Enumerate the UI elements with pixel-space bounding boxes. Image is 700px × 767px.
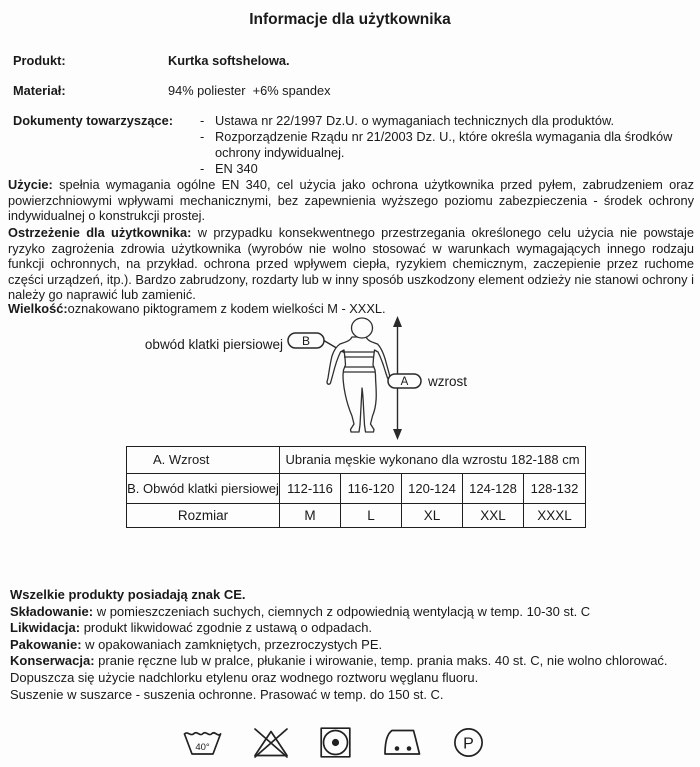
material-label: Materiał: bbox=[13, 83, 66, 98]
table-header-obwod: B. Obwód klatki piersiowej bbox=[127, 474, 280, 504]
human-silhouette-diagram bbox=[140, 312, 480, 444]
table-cell: L bbox=[341, 504, 402, 528]
usage-paragraph bbox=[8, 177, 694, 224]
table-cell: 128-132 bbox=[524, 474, 586, 504]
list-item bbox=[200, 113, 695, 129]
table-cell: XXXL bbox=[524, 504, 586, 528]
sizing-figure bbox=[140, 312, 480, 444]
document-item-text: EN 340 bbox=[215, 160, 258, 176]
packaging-line bbox=[10, 637, 692, 654]
storage-text: w pomieszczeniach suchych, ciemnych z odpowiednią wentylacją w temp. 10-30 st. C bbox=[93, 603, 591, 619]
table-value-wzrost: Ubrania męskie wykonano dla wzrostu 182-188 cm bbox=[280, 447, 586, 474]
packaging-text: w opakowaniach zamkniętych, przezroczystych PE. bbox=[81, 636, 383, 652]
footer-block bbox=[10, 587, 692, 703]
material-value: 94% poliester +6% spandex bbox=[168, 83, 331, 98]
warning-paragraph bbox=[8, 225, 694, 303]
document-item-text: Ustawa nr 22/1997 Dz.U. o wymaganiach technicznych dla produktów. bbox=[215, 113, 615, 128]
dash-bullet: - bbox=[200, 113, 205, 128]
table-cell: XXL bbox=[463, 504, 524, 528]
table-cell: XL bbox=[402, 504, 463, 528]
chest-badge-letter: B bbox=[301, 334, 311, 348]
size-text: oznakowano piktogramem z kodem wielkości M - XXXL. bbox=[67, 301, 386, 316]
list-item bbox=[200, 129, 695, 160]
body-silhouette bbox=[327, 318, 390, 432]
table-cell: M bbox=[280, 504, 341, 528]
packaging-lead: Pakowanie: bbox=[10, 636, 82, 652]
warning-lead: Ostrzeżenie dla użytkownika: bbox=[8, 225, 192, 240]
usage-lead: Użycie: bbox=[8, 177, 53, 192]
documents-list bbox=[200, 113, 695, 177]
maintenance-line bbox=[10, 653, 692, 670]
list-item bbox=[200, 161, 695, 177]
documents-label: Dokumenty towarzyszące: bbox=[13, 113, 174, 128]
table-cell: 116-120 bbox=[341, 474, 402, 504]
disposal-line bbox=[10, 620, 692, 637]
head bbox=[352, 318, 373, 338]
dash-bullet: - bbox=[200, 129, 205, 144]
page-title: Informacje dla użytkownika bbox=[249, 11, 451, 28]
storage-line bbox=[10, 604, 692, 621]
warning-text: w przypadku konsekwentnego przestrzegania określonego celu użycia nie powstaje ryzyko zagrożenia zdrowia użytkownika (wyrobów nie wolno stosować w warunkach wymagających innego rodzaju funkcji ochronnych, na przykład. ochrona przed wpływem ciepła, ryzykiem chemicznym, zaczepienie przez ruchome części urządzeń, itp.). Bardzo zabrudzony, rozdarty lub w inny sposób uszkodzony element odzieży nie stanowi ochrony i należy go naprawić lub zamienić. bbox=[8, 225, 694, 303]
svg-text:P: P bbox=[463, 735, 474, 753]
size-lead: Wielkość: bbox=[8, 301, 68, 316]
svg-text:40°: 40° bbox=[195, 742, 210, 753]
height-label: wzrost bbox=[428, 374, 468, 389]
tumble-dry-icon bbox=[320, 727, 351, 763]
table-cell: 124-128 bbox=[463, 474, 524, 504]
usage-text: spełnia wymagania ogólne EN 340, cel użycia jako ochrona użytkownika przed pyłem, zabrudzeniem oraz powierzchniowymi wpływami mechanicznymi, bez zapewnienia wyższego poziomu zabezpieczenia - środek ochrony indywidualnej o konstrukcji prostej. bbox=[8, 177, 694, 224]
table-header-rozmiar: Rozmiar bbox=[127, 504, 280, 528]
height-badge-letter: A bbox=[400, 376, 409, 388]
size-table bbox=[126, 446, 586, 528]
drying-line: Suszenie w suszarce - suszenia ochronne. Prasować w temp. do 150 st. C. bbox=[10, 686, 444, 702]
maintenance-lead: Konserwacja: bbox=[10, 653, 95, 669]
disposal-text: produkt likwidować zgodnie z ustawą o odpadach. bbox=[80, 620, 373, 636]
chest-label: obwód klatki piersiowej bbox=[144, 337, 283, 352]
table-cell: 120-124 bbox=[402, 474, 463, 504]
ce-statement: Wszelkie produkty posiadają znak CE. bbox=[10, 587, 246, 602]
dash-bullet: - bbox=[200, 160, 205, 176]
table-row bbox=[127, 504, 586, 528]
iron-icon bbox=[383, 728, 423, 762]
table-row bbox=[127, 474, 586, 504]
document-item-text: Rozporządzenie Rządu nr 21/2003 Dz. U., które określa wymagania dla środków ochrony indywidualnej. bbox=[215, 129, 673, 160]
solvent-line: Dopuszcza się użycie nadchlorku etylenu oraz wodnego roztworu węglanu fluoru. bbox=[10, 669, 479, 685]
table-cell: 112-116 bbox=[280, 474, 341, 504]
table-header-wzrost: A. Wzrost bbox=[127, 447, 280, 474]
disposal-lead: Likwidacja: bbox=[10, 620, 81, 636]
table-row bbox=[127, 447, 586, 474]
storage-lead: Składowanie: bbox=[10, 603, 94, 619]
product-label: Produkt: bbox=[13, 53, 66, 68]
maintenance-text: pranie ręczne lub w pralce, płukanie i wirowanie, temp. prania maks. 40 st. C, nie wolno chlorować. bbox=[94, 653, 668, 669]
do-not-bleach-icon bbox=[252, 727, 290, 763]
dry-clean-p-icon bbox=[453, 727, 484, 763]
wash-40-icon bbox=[182, 729, 223, 761]
product-value: Kurtka softshelowa. bbox=[168, 53, 290, 68]
